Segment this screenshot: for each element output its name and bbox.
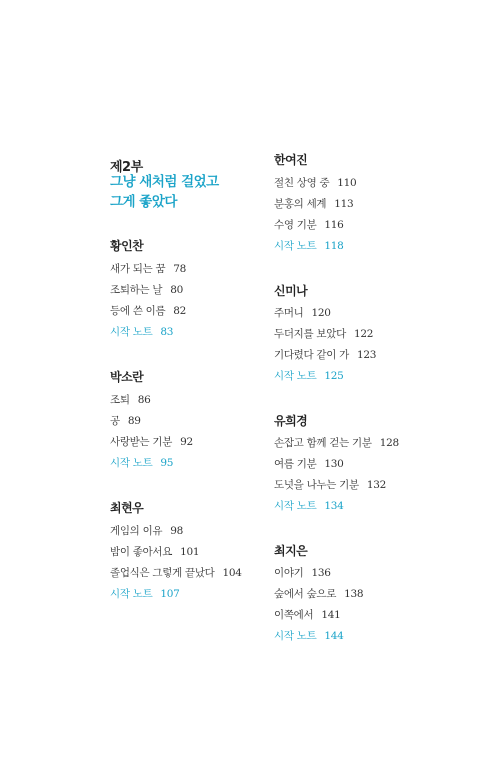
entry-title: 시작 노트: [274, 240, 317, 252]
entry-title: 시작 노트: [274, 630, 317, 642]
toc-entry[interactable]: [274, 565, 331, 580]
toc-entry[interactable]: [274, 477, 386, 492]
toc-entry-notes[interactable]: [110, 324, 173, 339]
entry-page: 101: [180, 546, 200, 558]
entry-title: 시작 노트: [110, 588, 153, 600]
toc-entry[interactable]: [110, 261, 186, 276]
entry-page: 132: [366, 479, 386, 491]
toc-entry[interactable]: [110, 282, 183, 297]
toc-entry[interactable]: [274, 435, 399, 450]
entry-title: 절친 상영 중: [274, 177, 330, 189]
toc-entry[interactable]: [274, 175, 356, 190]
entry-page: 128: [379, 437, 399, 449]
entry-page: 120: [311, 307, 331, 319]
entry-title: 졸업식은 그렇게 끝났다: [110, 567, 215, 579]
part-label: 제2부: [110, 160, 143, 175]
entry-title: 게임의 이유: [110, 525, 163, 537]
entry-page: 122: [353, 328, 374, 340]
toc-entry-notes[interactable]: [274, 238, 344, 253]
entry-page: 125: [324, 370, 344, 382]
toc-entry[interactable]: [110, 392, 150, 407]
entry-page: 118: [324, 240, 344, 252]
toc-entry[interactable]: [110, 523, 183, 538]
entry-page: 82: [173, 305, 187, 317]
entry-title: 주머니: [274, 307, 304, 319]
toc-entry-notes[interactable]: [274, 628, 344, 643]
entry-title: 분홍의 세계: [274, 198, 327, 210]
entry-page: 89: [127, 415, 141, 427]
toc-entry[interactable]: [274, 607, 341, 622]
entry-page: 130: [324, 458, 344, 470]
toc-entry[interactable]: [274, 217, 344, 232]
entry-title: 시작 노트: [110, 326, 153, 338]
entry-page: 116: [324, 219, 344, 231]
entry-title: 새가 되는 꿈: [110, 263, 166, 275]
author-name: 최현우: [110, 501, 144, 515]
entry-page: 134: [324, 500, 344, 512]
entry-title: 조퇴: [110, 394, 130, 406]
author-name: 황인찬: [110, 239, 144, 253]
toc-entry[interactable]: [110, 434, 193, 449]
entry-page: 92: [180, 436, 193, 448]
toc-entry-notes[interactable]: [110, 455, 173, 470]
toc-entry[interactable]: [274, 326, 373, 341]
entry-page: 80: [170, 284, 184, 296]
entry-title: 사랑받는 기분: [110, 436, 173, 448]
entry-title: 조퇴하는 날: [110, 284, 163, 296]
toc-entry[interactable]: [274, 347, 376, 362]
entry-page: 110: [337, 177, 357, 189]
entry-page: 113: [334, 198, 354, 210]
entry-title: 수영 기분: [274, 219, 317, 231]
entry-title: 두더지를 보았다: [274, 328, 346, 340]
entry-title: 이야기: [274, 567, 304, 579]
toc-entry-notes[interactable]: [274, 368, 344, 383]
entry-title: 도넛을 나누는 기분: [274, 479, 359, 491]
entry-title: 시작 노트: [274, 500, 317, 512]
toc-entry[interactable]: [274, 586, 363, 601]
author-name: 신미나: [274, 284, 308, 298]
entry-page: 104: [222, 567, 242, 579]
toc-entry[interactable]: [274, 196, 353, 211]
author-name: 한여진: [274, 153, 308, 167]
entry-title: 숲에서 숲으로: [274, 588, 337, 600]
author-name: 박소란: [110, 370, 144, 384]
entry-page: 83: [160, 326, 174, 338]
entry-page: 141: [321, 609, 341, 621]
toc-entry[interactable]: [110, 544, 199, 559]
toc-entry-notes[interactable]: [110, 586, 180, 601]
entry-page: 144: [324, 630, 344, 642]
part-title-line-2: 그게 좋았다: [110, 194, 177, 210]
entry-title: 기다렸다 같이 가: [274, 349, 349, 361]
entry-title: 시작 노트: [274, 370, 317, 382]
entry-title: 등에 쓴 이름: [110, 305, 166, 317]
entry-page: 123: [356, 349, 377, 361]
toc-entry[interactable]: [274, 456, 344, 471]
entry-title: 밤이 좋아서요: [110, 546, 173, 558]
entry-page: 138: [344, 588, 364, 600]
entry-title: 이쪽에서: [274, 609, 314, 621]
entry-page: 107: [160, 588, 180, 600]
author-name: 최지은: [274, 544, 308, 558]
entry-page: 95: [160, 457, 174, 469]
toc-entry[interactable]: [110, 413, 141, 428]
entry-page: 86: [137, 394, 151, 406]
toc-entry[interactable]: [110, 303, 186, 318]
entry-title: 손잡고 함께 걷는 기분: [274, 437, 372, 449]
entry-page: 136: [311, 567, 331, 579]
part-title-line-1: 그냥 새처럼 걸었고: [110, 174, 219, 190]
toc-entry[interactable]: [274, 305, 331, 320]
author-name: 유희경: [274, 414, 308, 428]
entry-title: 시작 노트: [110, 457, 153, 469]
toc-entry-notes[interactable]: [274, 498, 344, 513]
toc-entry[interactable]: [110, 565, 242, 580]
entry-page: 78: [173, 263, 187, 275]
entry-title: 여름 기분: [274, 458, 317, 470]
entry-page: 98: [170, 525, 184, 537]
entry-title: 공: [110, 415, 120, 427]
